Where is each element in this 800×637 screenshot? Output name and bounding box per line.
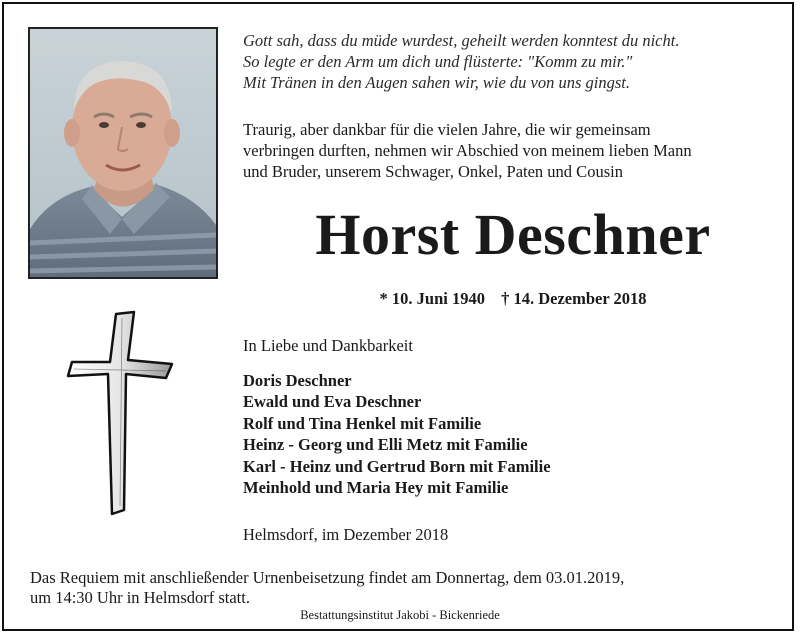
deceased-name: Horst Deschner <box>315 202 711 267</box>
intro-line: verbringen durften, nehmen wir Abschied von meinem lieben Mann <box>243 141 692 160</box>
mourner: Karl - Heinz und Gertrud Born mit Familie <box>243 456 551 476</box>
place-date: Helmsdorf, im Dezember 2018 <box>243 525 449 544</box>
mourner: Ewald und Eva Deschner <box>243 392 422 412</box>
requiem-line: Das Requiem mit anschließender Urnenbeisetzung findet am Donnertag, dem 03.01.2019, <box>30 568 625 587</box>
cross-icon <box>66 310 176 520</box>
mourners-list <box>243 370 551 498</box>
poem-line: Gott sah, dass du müde wurdest, geheilt werden konntest du nicht. <box>243 31 680 50</box>
requiem-line: um 14:30 Uhr in Helmsdorf statt. <box>30 588 250 607</box>
intro-text <box>243 119 783 182</box>
portrait-photo <box>28 27 218 279</box>
mourner: Meinhold und Maria Hey mit Familie <box>243 478 509 498</box>
closing-phrase: In Liebe und Dankbarkeit <box>243 336 413 355</box>
mourner: Rolf und Tina Henkel mit Familie <box>243 413 482 433</box>
requiem-notice <box>30 568 770 608</box>
mourner: Heinz - Georg und Elli Metz mit Familie <box>243 435 528 455</box>
life-dates <box>243 289 783 309</box>
funeral-home: Bestattungsinstitut Jakobi - Bickenriede <box>300 608 500 622</box>
poem-line: Mit Tränen in den Augen sahen wir, wie du von uns gingst. <box>243 73 630 92</box>
mourner: Doris Deschner <box>243 371 352 390</box>
portrait-illustration <box>30 29 216 277</box>
poem <box>243 30 783 93</box>
death-date: † 14. Dezember 2018 <box>501 289 647 308</box>
poem-line: So legte er den Arm um dich und flüsterte: "Komm zu mir." <box>243 52 633 71</box>
intro-line: und Bruder, unserem Schwager, Onkel, Paten und Cousin <box>243 162 623 181</box>
intro-line: Traurig, aber dankbar für die vielen Jahre, die wir gemeinsam <box>243 120 651 139</box>
birth-date: * 10. Juni 1940 <box>379 289 485 308</box>
